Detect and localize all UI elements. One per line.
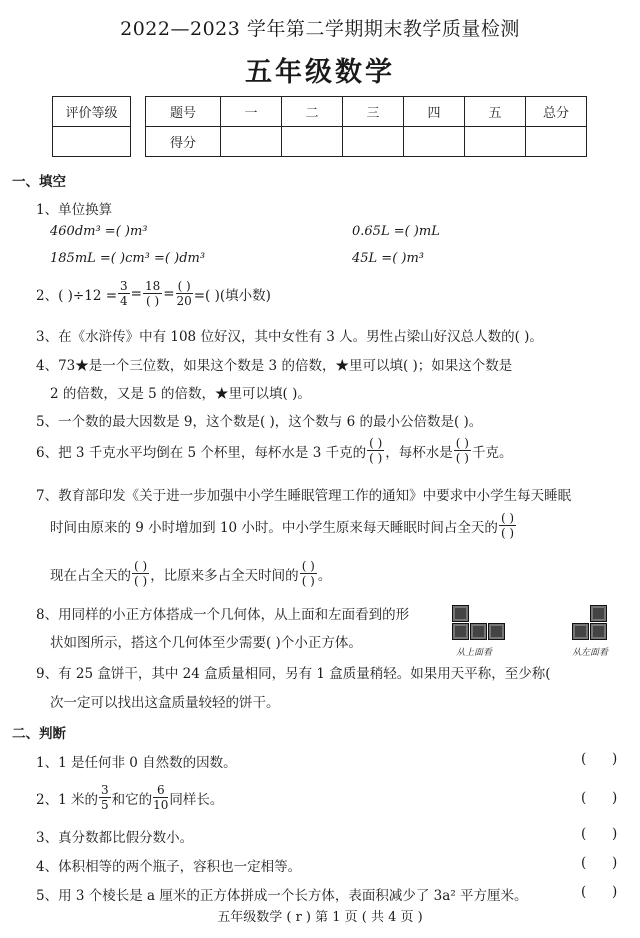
q9-line-1: 9、有 25 盒饼干，其中 24 盒质量相同，另有 1 盒质量稍轻。如果用天平称，至少称(: [36, 666, 551, 682]
q4-line-1: 4、73★是一个三位数，如果这个数是 3 的倍数，★里可以填( )；如果这个数是: [36, 358, 513, 374]
q2: [36, 280, 271, 307]
fraction-numerator: ( ): [301, 559, 315, 573]
cube-square: [590, 605, 607, 622]
score-header-cell: 三: [343, 97, 404, 127]
q1-item-b: 0.65L =( )mL: [352, 224, 440, 239]
fraction-numerator: ( ): [134, 559, 148, 573]
judge-blank: ( ): [581, 884, 618, 900]
section-1-title: 一、填空: [12, 174, 66, 190]
q6-prefix: 6、把 3 千克水平均倒在 5 个杯里，每杯水是 3 千克的: [36, 444, 367, 461]
q6-suffix: 千克。: [471, 444, 513, 461]
q7-line-1: 7、教育部印发《关于进一步加强中小学生睡眠管理工作的通知》中要求中小学生每天睡眠: [36, 488, 572, 504]
fraction-denominator: ( ): [455, 451, 469, 465]
q2-prefix: 2、( )÷12 =: [36, 287, 118, 304]
score-cell: [282, 127, 343, 157]
score-cell: [343, 127, 404, 157]
q2-fraction-3: [176, 280, 193, 307]
q7-fraction-1: [499, 512, 516, 539]
q7-line-2: [50, 512, 517, 539]
q7-line-3-mid: ，比原来多占全天时间的: [150, 567, 299, 584]
exam-title: 2022—2023 学年第二学期期末教学质量检测: [120, 18, 520, 40]
q6-mid: ，每杯水是: [385, 444, 453, 461]
page-footer: 五年级数学 ( r ) 第 1 页 ( 共 4 页 ): [217, 910, 423, 925]
fraction-denominator: ( ): [146, 294, 160, 308]
subject-title: 五年级数学: [245, 57, 395, 88]
q7-line-2-text: 时间由原来的 9 小时增加到 10 小时。中小学生原来每天睡眠时间占全天的: [50, 519, 498, 536]
cube-square: [572, 623, 589, 640]
score-header-cell: 一: [221, 97, 282, 127]
fraction-numerator: 3: [100, 783, 109, 797]
q3: 3、在《水浒传》中有 108 位好汉，其中女性有 3 人。男性占梁山好汉总人数的( )。: [36, 329, 543, 345]
fraction-numerator: 6: [153, 784, 168, 798]
q7-fraction-3: [300, 560, 317, 587]
fraction-denominator: ( ): [301, 574, 315, 588]
view-from-left-figure: [572, 605, 612, 645]
score-cell: [404, 127, 465, 157]
equals-sign: =: [130, 285, 142, 302]
judge-blank: ( ): [581, 826, 618, 842]
fraction-denominator: ( ): [369, 451, 383, 465]
judge-item-3: 3、真分数都比假分数小。: [36, 830, 194, 846]
score-header-cell: 题号: [146, 97, 221, 127]
score-header-cell: 四: [404, 97, 465, 127]
q1-item-c: 185mL =( )cm³ =( )dm³: [50, 251, 206, 266]
fraction-denominator: ( ): [134, 574, 148, 588]
judge-item-2: [36, 784, 223, 811]
view-from-left-label: 从左面看: [572, 648, 609, 658]
section-2-title: 二、判断: [12, 726, 66, 742]
judge-2-mid: 和它的: [111, 791, 153, 808]
score-header-cell: 二: [282, 97, 343, 127]
equals-sign: =: [163, 285, 175, 302]
fraction-denominator: 4: [120, 294, 128, 308]
score-row-label: 得分: [146, 127, 221, 157]
score-cell: [526, 127, 587, 157]
judge-2-fraction-1: [99, 784, 111, 811]
q2-fraction-2: [143, 280, 162, 307]
q4-line-2: 2 的倍数，又是 5 的倍数，★里可以填( )。: [50, 386, 311, 402]
score-header-cell: 五: [465, 97, 526, 127]
q8-line-2: 状如图所示，搭这个几何体至少需要( )个小正方体。: [50, 635, 362, 651]
cube-square: [470, 623, 487, 640]
score-cell: [221, 127, 282, 157]
fraction-numerator: ( ): [500, 511, 515, 525]
q5: 5、一个数的最大因数是 9，这个数是( )，这个数与 6 的最小公倍数是( )。: [36, 414, 483, 430]
fraction-denominator: 5: [100, 798, 109, 812]
fraction-numerator: ( ): [177, 279, 191, 293]
judge-item-4: 4、体积相等的两个瓶子，容积也一定相等。: [36, 859, 302, 875]
view-from-top-label: 从上面看: [456, 648, 493, 658]
fraction-denominator: 10: [153, 798, 169, 812]
score-table: [145, 96, 587, 157]
q6-fraction-1: [367, 437, 384, 464]
cube-square: [488, 623, 505, 640]
view-from-top-figure: [452, 605, 512, 645]
judge-2-fraction-2: [153, 784, 168, 811]
fraction-denominator: ( ): [500, 526, 515, 540]
q2-suffix: =( )(填小数): [193, 287, 271, 304]
grade-value: [53, 127, 131, 157]
q6: [36, 437, 512, 464]
judge-blank: ( ): [581, 751, 618, 767]
q1-title: 1、单位换算: [36, 202, 113, 218]
judge-blank: ( ): [581, 790, 618, 806]
cube-square: [590, 623, 607, 640]
fraction-numerator: 3: [120, 279, 128, 293]
judge-2-suffix: 同样长。: [169, 791, 224, 808]
q7-line-3-prefix: 现在占全天的: [50, 567, 131, 584]
cube-square: [452, 623, 469, 640]
q9-line-2: 次一定可以找出这盒质量较轻的饼干。: [50, 695, 280, 711]
grade-label: 评价等级: [53, 97, 131, 127]
judge-blank: ( ): [581, 855, 618, 871]
q1-item-d: 45L =( )m³: [352, 251, 425, 266]
grade-box: [52, 96, 131, 157]
q6-fraction-2: [454, 437, 471, 464]
q7-fraction-2: [132, 560, 149, 587]
fraction-denominator: 20: [176, 294, 192, 308]
q8-line-1: 8、用同样的小正方体搭成一个几何体，从上面和左面看到的形: [36, 607, 410, 623]
q7-line-3: [50, 560, 331, 587]
judge-item-5: 5、用 3 个棱长是 a 厘米的正方体拼成一个长方体，表面积减少了 3a² 平方厘米。: [36, 888, 528, 904]
fraction-numerator: ( ): [455, 436, 469, 450]
score-cell: [465, 127, 526, 157]
judge-item-1: 1、1 是任何非 0 自然数的因数。: [36, 755, 237, 771]
score-header-cell: 总分: [526, 97, 587, 127]
fraction-numerator: 18: [144, 279, 161, 293]
q7-line-3-suffix: 。: [317, 567, 332, 584]
q1-item-a: 460dm³ =( )m³: [50, 224, 148, 239]
q2-fraction-1: [118, 280, 130, 307]
fraction-numerator: ( ): [369, 436, 383, 450]
cube-square: [452, 605, 469, 622]
judge-2-prefix: 2、1 米的: [36, 791, 98, 808]
